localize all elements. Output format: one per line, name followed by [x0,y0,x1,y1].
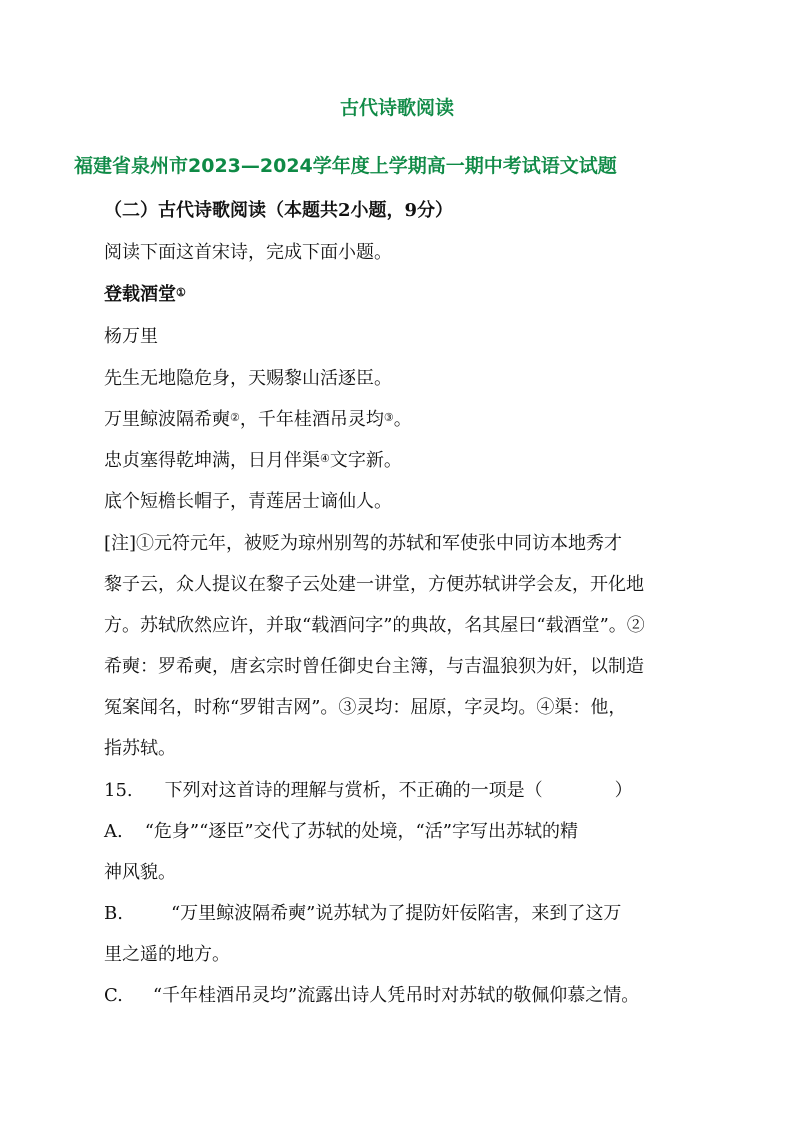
option-label: C. [104,985,123,1006]
poem-line-text: 忠贞塞得乾坤满，日月伴渠 [104,450,320,471]
poem-line [104,365,392,393]
option-text: “千年桂酒吊灵均”流露出诗人凭吊时对苏轼的敬佩仰慕之情。 [152,985,640,1006]
option-label: A. [104,821,123,842]
note-mark: ③ [383,411,394,424]
option-b-continued: 里之遥的地方。 [104,944,230,965]
section-heading: （二）古代诗歌阅读（本题共2小题，9分） [104,200,454,221]
annotation-line: 指苏轼。 [104,738,176,759]
poem-line-text: 先生无地隐危身，天赐黎山活逐臣。 [104,368,392,389]
question-stem: 下列对这首诗的理解与赏析，不正确的一项是（ ） [164,780,633,801]
document-title: 古代诗歌阅读 [339,97,454,119]
exam-subtitle: 福建省泉州市2023—2024学年度上学期高一期中考试语文试题 [74,155,617,177]
option-text: “万里鲸波隔希奭”说苏轼为了提防奸佞陷害，来到了这万 [170,903,622,924]
poem-line-text: 文字新。 [329,450,402,471]
note-mark: ④ [320,452,330,465]
option-c [104,982,639,1010]
option-label: B. [104,903,123,924]
question-number: 15. [104,780,133,801]
poem-line [104,447,402,475]
option-b [104,900,621,928]
poem-line [104,406,412,434]
option-a [104,818,578,846]
poem-title-text: 登载酒堂 [104,284,176,305]
option-a-continued: 神风貌。 [104,862,176,883]
instruction-text: 阅读下面这首宋诗，完成下面小题。 [104,242,392,263]
poem-author: 杨万里 [104,326,158,347]
poem-line-text: 底个短檐长帽子，青莲居士谪仙人。 [104,491,392,512]
poem-line [104,488,392,516]
annotation-line: [注]①元符元年，被贬为琼州别驾的苏轼和军使张中同访本地秀才 [104,533,623,554]
note-mark: ② [230,411,240,424]
poem-title-note-mark: ① [176,286,186,299]
option-text: “危身”“逐臣”交代了苏轼的处境，“活”字写出苏轼的精 [144,821,578,842]
poem-line-text: 。 [393,409,412,430]
annotation-line: 黎子云，众人提议在黎子云处建一讲堂，方便苏轼讲学会友，开化地 [104,574,644,595]
poem-line-text: ，千年桂酒吊灵均 [239,409,384,430]
annotation-line: 方。苏轼欣然应许，并取“载酒问字”的典故，名其屋曰“载酒堂”。② [104,615,645,636]
annotation-line: 希奭：罗希奭，唐玄宗时曾任御史台主簿，与吉温狼狈为奸，以制造 [104,656,644,677]
question-15 [104,777,633,805]
annotation-line: 冤案闻名，时称“罗钳吉网”。③灵均：屈原，字灵均。④渠：他， [104,697,627,718]
poem-line-text: 万里鲸波隔希奭 [104,409,230,430]
poem-title [104,281,186,309]
